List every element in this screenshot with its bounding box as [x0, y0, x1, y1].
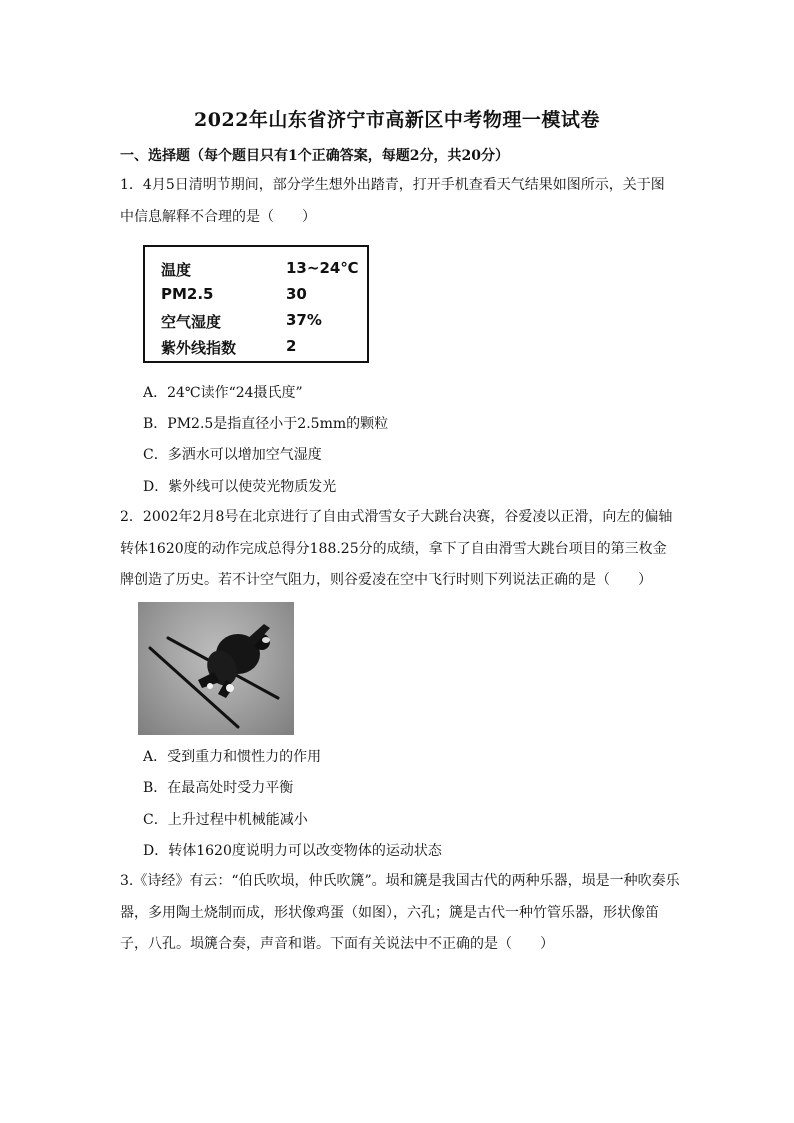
- weather-value: 2: [286, 337, 297, 355]
- skier-photo: [138, 602, 294, 735]
- weather-label: 空气湿度: [161, 313, 222, 331]
- question-3-line-3: 子，八孔。埙篪合奏，声音和谐。下面有关说法中不正确的是（ ）: [120, 936, 554, 952]
- question-3-text: [120, 866, 680, 961]
- question-3-line-2: 器，多用陶土烧制而成，形状像鸡蛋（如图），六孔；篪是古代一种竹管乐器，形状像笛: [120, 904, 659, 921]
- weather-value: 30: [286, 285, 307, 303]
- weather-value: 37%: [286, 311, 322, 329]
- question-2-option-a: A．受到重力和惯性力的作用: [143, 749, 322, 765]
- question-2-option-d: D．转体1620度说明力可以改变物体的运动状态: [143, 843, 442, 859]
- question-2-line-1: 2．2002年2月8号在北京进行了自由式滑雪女子大跳台决赛，谷爱凌以正滑，向左的偏轴: [120, 509, 673, 525]
- weather-info-table: [143, 245, 369, 363]
- skier-icon: [138, 602, 294, 735]
- weather-value: 13~24℃: [286, 259, 359, 277]
- question-3-line-1: 3.《诗经》有云：“伯氏吹埙，仲氏吹篪”。埙和篪是我国古代的两种乐器，埙是一种吹奏乐: [120, 873, 680, 889]
- question-2-line-3: 牌创造了历史。若不计空气阻力，则谷爱凌在空中飞行时则下列说法正确的是（ ）: [120, 572, 652, 588]
- weather-label: PM2.5: [161, 285, 214, 303]
- question-1-option-c: C．多洒水可以增加空气湿度: [143, 447, 322, 463]
- question-1-option-d: D．紫外线可以使荧光物质发光: [143, 479, 337, 495]
- question-1-line-1: 1．4月5日清明节期间，部分学生想外出踏青，打开手机查看天气结果如图所示，关于图: [120, 177, 665, 193]
- question-1-option-b: B．PM2.5是指直径小于2.5mm的颗粒: [143, 416, 389, 432]
- weather-label: 紫外线指数: [161, 339, 237, 357]
- page-title: 2022年山东省济宁市高新区中考物理一模试卷: [194, 109, 600, 131]
- question-1-line-2: 中信息解释不合理的是（ ）: [120, 208, 316, 225]
- question-1-option-a: A．24℃读作“24摄氏度”: [143, 385, 303, 401]
- weather-label: 温度: [161, 261, 192, 279]
- question-1-text: [120, 170, 680, 233]
- section-heading: 一、选择题（每个题目只有1个正确答案，每题2分，共20分）: [120, 148, 509, 164]
- question-2-text: [120, 502, 680, 597]
- question-2-option-c: C．上升过程中机械能减小: [143, 812, 308, 828]
- question-2-option-b: B．在最高处时受力平衡: [143, 780, 294, 796]
- question-2-line-2: 转体1620度的动作完成总得分188.25分的成绩，拿下了自由滑雪大跳台项目的第三枚金: [120, 540, 667, 557]
